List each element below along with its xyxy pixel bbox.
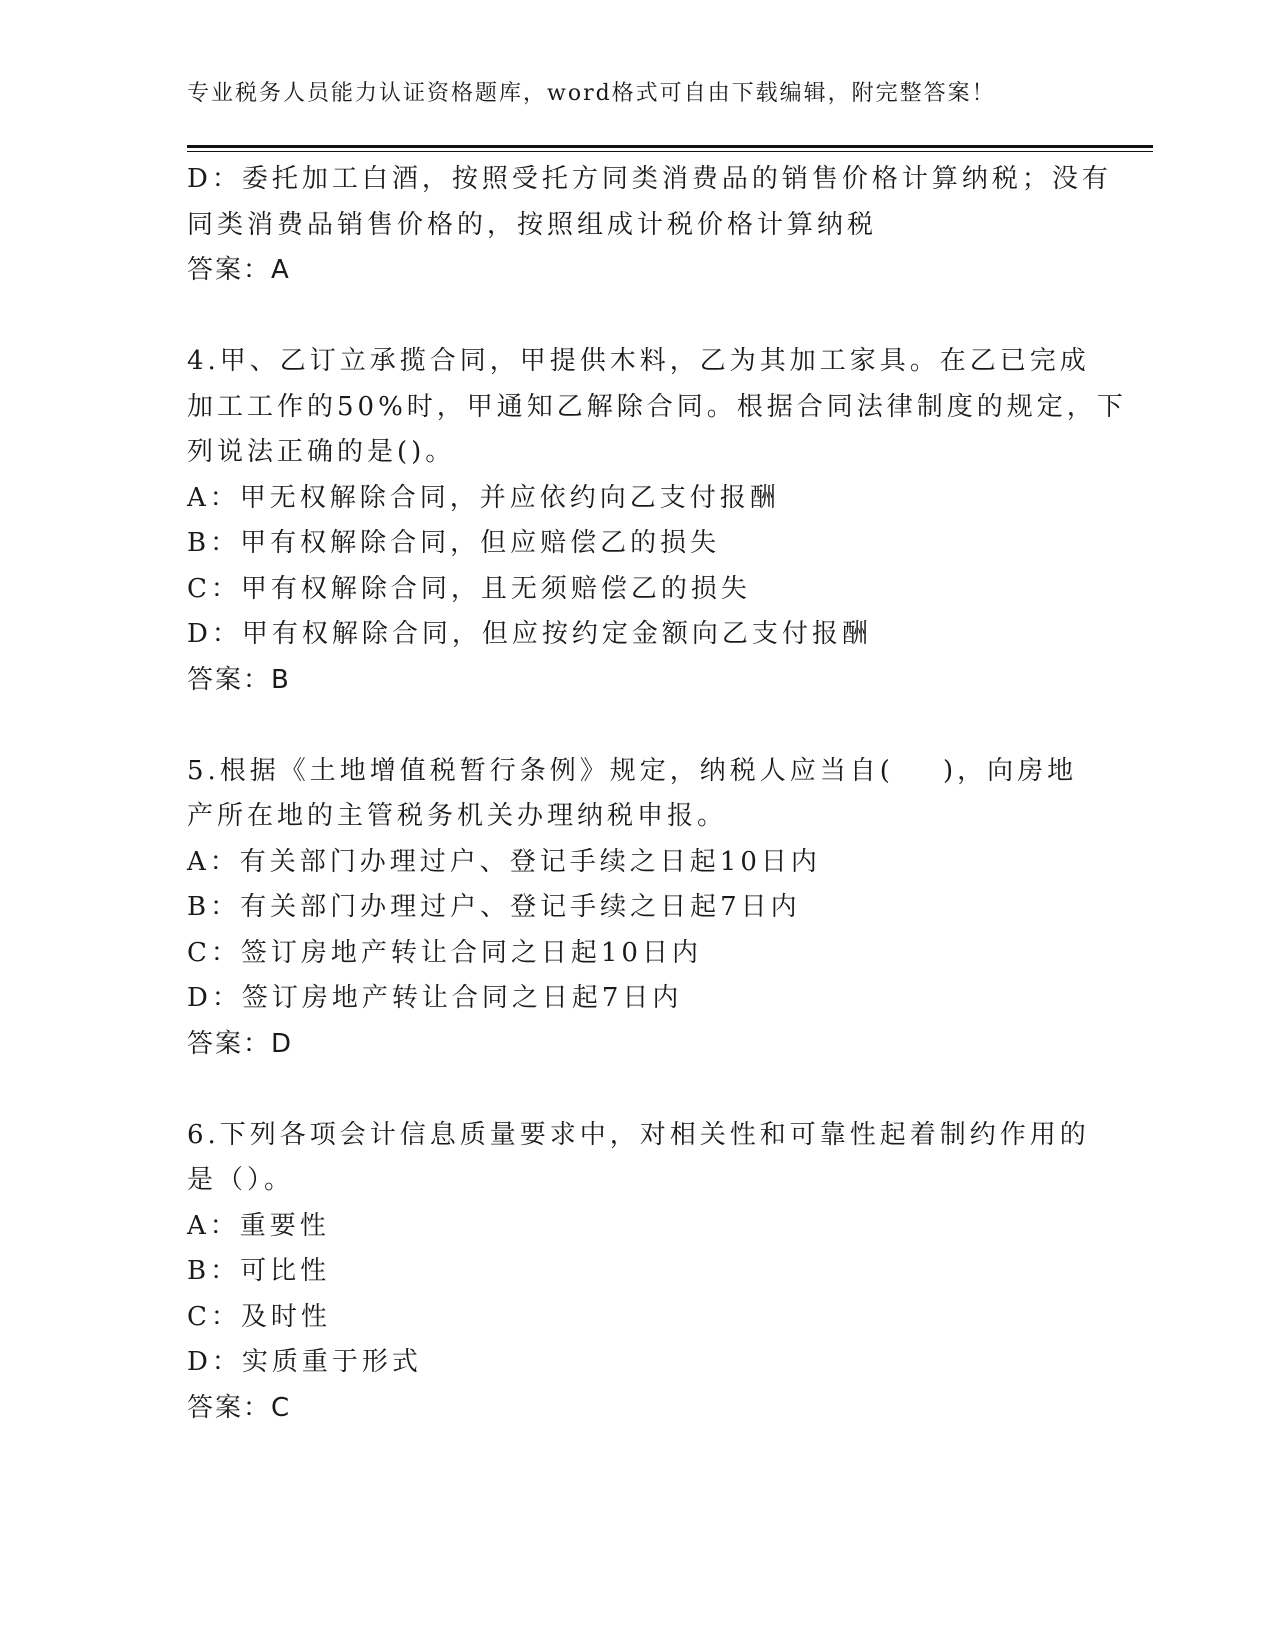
prev-answer: 答案：A — [187, 255, 291, 285]
q6-option-d: D：实质重于形式 — [187, 1347, 422, 1377]
q6-option-c: C：及时性 — [187, 1301, 331, 1332]
q6-option-a: A：重要性 — [187, 1210, 330, 1241]
q5-option-a: A：有关部门办理过户、登记手续之日起10日内 — [187, 846, 821, 877]
q4-stem-line2: 加工工作的50%时，甲通知乙解除合同。根据合同法律制度的规定，下 — [187, 391, 1127, 422]
q6-stem-line2: 是（）。 — [187, 1165, 295, 1195]
header-divider-thick — [187, 145, 1153, 148]
q4-option-c: C：甲有权解除合同，且无须赔偿乙的损失 — [187, 573, 751, 604]
prev-option-d-line2: 同类消费品销售价格的，按照组成计税价格计算纳税 — [187, 209, 878, 240]
q5-stem-line2: 产所在地的主管税务机关办理纳税申报。 — [187, 801, 728, 831]
q5-stem-line1: 5.根据《土地增值税暂行条例》规定，纳税人应当自( )，向房地 — [187, 755, 1078, 786]
q5-option-b: B：有关部门办理过户、登记手续之日起7日内 — [187, 892, 801, 922]
q4-answer: 答案：B — [187, 664, 291, 695]
q6-stem-line1: 6.下列各项会计信息质量要求中，对相关性和可靠性起着制约作用的 — [187, 1119, 1090, 1150]
q5-option-c: C：签订房地产转让合同之日起10日内 — [187, 937, 702, 968]
q4-option-d: D：甲有权解除合同，但应按约定金额向乙支付报酬 — [187, 619, 872, 649]
header-divider-thin — [187, 151, 1153, 152]
q4-option-a: A：甲无权解除合同，并应依约向乙支付报酬 — [187, 482, 780, 513]
question-content — [187, 157, 1127, 1431]
q4-stem-line1: 4.甲、乙订立承揽合同，甲提供木料，乙为其加工家具。在乙已完成 — [187, 346, 1090, 376]
q5-answer: 答案：D — [187, 1028, 294, 1059]
q4-option-b: B：甲有权解除合同，但应赔偿乙的损失 — [187, 528, 721, 558]
page-header: 专业税务人员能力认证资格题库，word格式可自由下载编辑，附完整答案！ — [187, 81, 996, 106]
q6-option-b: B：可比性 — [187, 1256, 331, 1286]
q4-stem-line3: 列说法正确的是()。 — [187, 437, 456, 467]
prev-option-d-line1: D：委托加工白酒，按照受托方同类消费品的销售价格计算纳税；没有 — [187, 164, 1112, 194]
q5-option-d: D：签订房地产转让合同之日起7日内 — [187, 983, 683, 1013]
q6-answer: 答案：C — [187, 1392, 292, 1423]
